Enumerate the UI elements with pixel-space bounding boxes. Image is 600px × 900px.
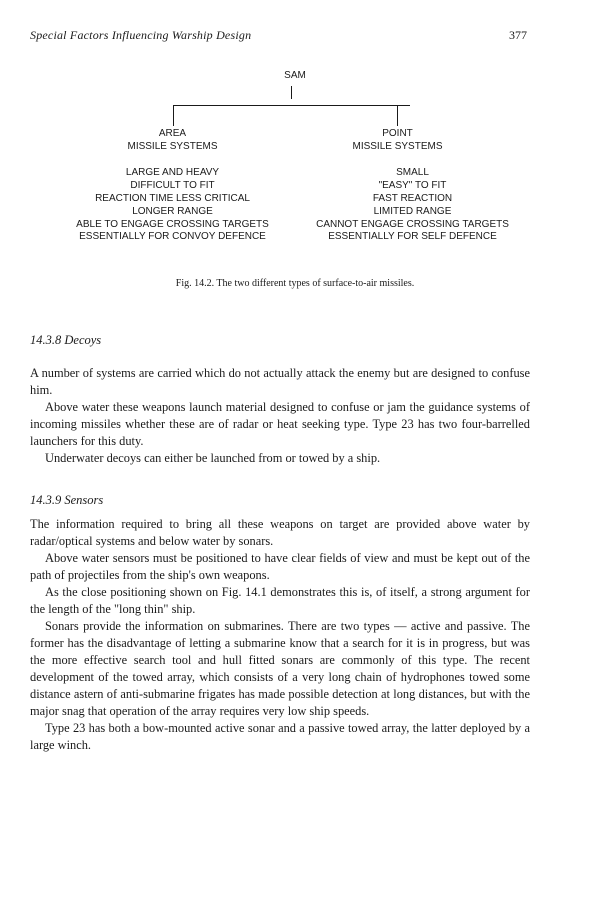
point-characteristics-list: [300, 167, 525, 244]
list-item: CANNOT ENGAGE CROSSING TARGETS: [316, 218, 509, 230]
paragraph: Sonars provide the information on submarines. There are two types — active and passive. The former has the disadvantage of letting a submarine know that a search for it is in progress, but was the more effective search tool and hull fitted sonars are commonly of this type. The recent development of the towed array, which consists of a very long chain of hydrophones towed some distance astern of anti-submarine frigates has made possible detection at long distances, but with the major snag that operation of the array requires very low ship speeds.: [30, 619, 530, 718]
list-item: REACTION TIME LESS CRITICAL: [95, 192, 250, 204]
list-item: FAST REACTION: [372, 192, 453, 204]
paragraph: A number of systems are carried which do not actually attack the enemy but are designed to confuse him.: [30, 366, 530, 397]
section-title-decoys: 14.3.8 Decoys: [30, 333, 102, 347]
running-title: Special Factors Influencing Warship Design: [30, 28, 252, 42]
figure-caption: Fig. 14.2. The two different types of surface-to-air missiles.: [175, 278, 415, 289]
section-title-sensors: 14.3.9 Sensors: [30, 493, 104, 507]
paragraph: Type 23 has both a bow-mounted active sonar and a passive towed array, the latter deployed by a large winch.: [30, 721, 530, 752]
paragraph: Above water these weapons launch material designed to confuse or jam the guidance systems of incoming missiles whether these are of radar or heat seeking type. Type 23 has two four-barrelled launchers for this duty.: [30, 400, 530, 448]
page-number: 377: [509, 28, 527, 42]
list-item: LARGE AND HEAVY: [125, 167, 220, 178]
branch-bar: [173, 105, 410, 106]
list-item: SMALL: [396, 167, 429, 178]
right-branch-connector: [397, 106, 398, 126]
diagram-root-label: SAM: [284, 70, 306, 81]
list-item: LONGER RANGE: [132, 205, 213, 217]
list-item: "EASY" TO FIT: [378, 179, 447, 191]
list-item: ESSENTIALLY FOR CONVOY DEFENCE: [79, 231, 266, 243]
list-item: LIMITED RANGE: [373, 205, 452, 217]
paragraph: Above water sensors must be positioned to have clear fields of view and must be kept out of the path of projectiles from the ship's own weapons.: [30, 551, 530, 582]
section-body-sensors: [30, 516, 530, 754]
paragraph: Underwater decoys can either be launched from or towed by a ship.: [45, 451, 381, 465]
area-characteristics-list: [40, 167, 305, 244]
list-item: ABLE TO ENGAGE CROSSING TARGETS: [76, 218, 269, 230]
list-item: DIFFICULT TO FIT: [130, 179, 215, 191]
point-missile-systems-heading: POINT MISSILE SYSTEMS: [352, 128, 443, 152]
root-connector: [291, 86, 292, 99]
paragraph: As the close positioning shown on Fig. 14.1 demonstrates this is, of itself, a strong argument for the length of the "long thin" ship.: [30, 585, 530, 616]
area-missile-systems-heading: AREA MISSILE SYSTEMS: [127, 128, 218, 152]
paragraph: The information required to bring all these weapons on target are provided above water by radar/optical systems and below water by sonars.: [30, 517, 530, 548]
list-item: ESSENTIALLY FOR SELF DEFENCE: [328, 231, 497, 243]
left-branch-connector: [173, 106, 174, 126]
section-body-decoys: [30, 365, 530, 467]
